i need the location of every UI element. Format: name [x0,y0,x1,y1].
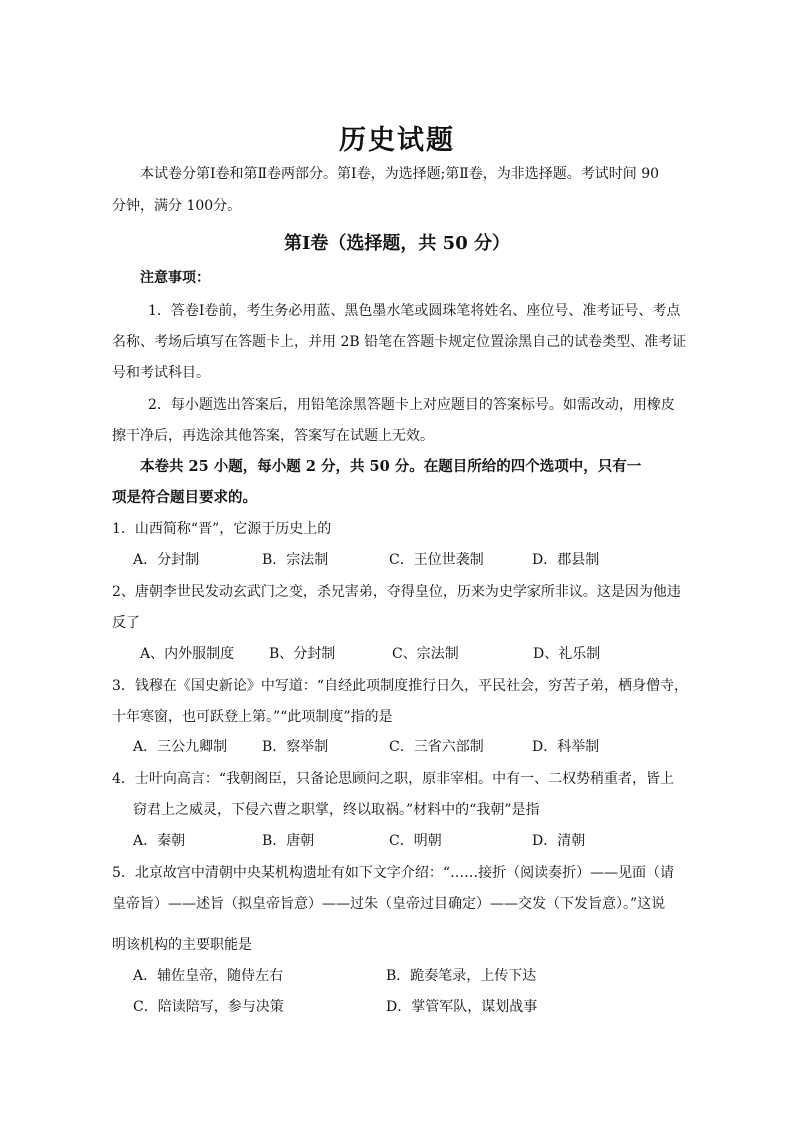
question-5-option-a: A．辅佐皇帝，随侍左右 [133,968,284,984]
question-2-option-c: C、宗法制 [392,646,459,662]
question-5-option-b: B．跪奏笔录，上传下达 [386,968,537,984]
question-4-stem-line-2: 窃君上之威灵，下侵六曹之职掌，终以取祸。”材料中的“我朝”是指 [133,802,540,818]
question-2-option-b: B、分封制 [269,646,336,662]
question-2-stem-line-1: 2、唐朝李世民发动玄武门之变，杀兄害弟，夺得皇位，历来为史学家所非议。这是因为他违 [112,584,681,600]
question-2-option-d: D、礼乐制 [533,646,601,662]
notice-item-2-line-2: 擦干净后，再选涂其他答案，答案写在试题上无效。 [112,428,434,444]
notice-item-1-line-1: 1．答卷Ⅰ卷前，考生务必用蓝、黑色墨水笔或圆珠笔将姓名、座位号、准考证号、考点 [148,303,681,319]
question-3-option-a: A．三公九卿制 [133,739,228,755]
notice-heading: 注意事项： [140,270,210,286]
instructions-line-1: 本卷共 25 小题，每小题 2 分，共 50 分。在题目所给的四个选项中，只有一 [140,458,642,475]
question-4-stem-line-1: 4．士叶向高言：“我朝阁臣，只备论思顾问之职，原非宰相。中有一、二权势稍重者，皆上 [112,771,675,787]
section-title: 第Ⅰ卷（选择题，共 50 分） [283,233,510,254]
notice-item-1-line-3: 号和考试科目。 [112,365,210,381]
question-2-option-a: A、内外服制度 [140,646,235,662]
question-5-stem-line-1: 5．北京故宫中清朝中央某机构遗址有如下文字介绍：“……接折（阅读奏折）——见面（请 [112,865,675,881]
question-1-option-d: D．郡县制 [532,552,600,568]
question-1-option-c: C．王位世袭制 [389,552,484,568]
question-3-option-d: D．科举制 [532,739,600,755]
question-2-stem-line-2: 反了 [112,615,140,631]
instructions-line-2: 项是符合题目要求的。 [112,489,257,506]
intro-line-1: 本试卷分第Ⅰ卷和第Ⅱ卷两部分。第Ⅰ卷，为选择题;第Ⅱ卷，为非选择题。考试时间 90 [140,166,660,182]
page-title: 历史试题 [339,125,455,156]
question-4-option-b: B．唐朝 [262,833,315,849]
question-5-option-d: D．掌管军队，谋划战事 [386,999,538,1015]
question-4-option-c: C．明朝 [389,833,442,849]
question-3-option-b: B．察举制 [262,739,329,755]
question-3-stem-line-2: 十年寒窗，也可跃登上第。”“此项制度”指的是 [112,709,393,725]
question-1-stem: 1．山西简称“晋”，它源于历史上的 [112,521,332,537]
question-5-stem-line-3: 明该机构的主要职能是 [112,937,252,953]
question-3-stem-line-1: 3．钱穆在《国史新论》中写道：“自经此项制度推行日久，平民社会，穷苦子弟，栖身僧寺， [112,678,689,694]
question-3-option-c: C．三省六部制 [389,739,484,755]
question-4-option-d: D．清朝 [532,833,586,849]
question-1-option-b: B．宗法制 [262,552,329,568]
question-4-option-a: A．秦朝 [133,833,186,849]
notice-item-1-line-2: 名称、考场后填写在答题卡上，并用 2B 铅笔在答题卡规定位置涂黑自己的试卷类型、准考证 [112,334,687,350]
question-5-stem-line-2: 皇帝旨）——述旨（拟皇帝旨意）——过朱（皇帝过目确定）——交发（下发旨意）。”这说 [112,896,666,912]
notice-item-2-line-1: 2．每小题选出答案后，用铅笔涂黑答题卡上对应题目的答案标号。如需改动，用橡皮 [148,397,675,413]
question-1-option-a: A．分封制 [133,552,200,568]
intro-line-2: 分钟，满分 100分。 [112,198,242,214]
question-5-option-c: C．陪读陪写，参与决策 [133,999,284,1015]
